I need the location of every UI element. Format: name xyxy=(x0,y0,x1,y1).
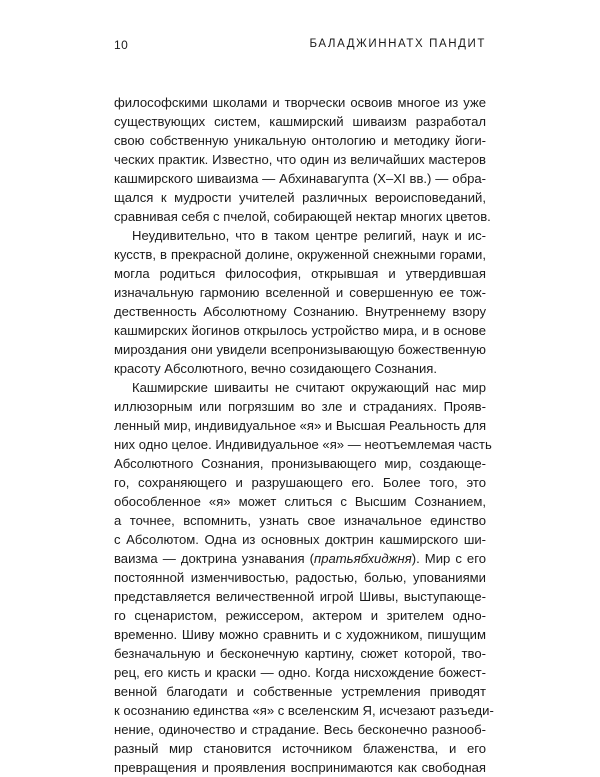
text-line: обособленное «я» может слиться с Высшим Сознанием, xyxy=(114,494,486,509)
body-text xyxy=(114,93,494,777)
text-line: философскими школами и творчески освоив многое из уже xyxy=(114,95,486,110)
text-line: рец, его кисть и краски — одно. Когда нисхождение божест- xyxy=(114,665,486,680)
text-line: существующих систем, кашмирский шиваизм разработал xyxy=(114,114,486,129)
text-line: иллюзорным или погрязшим во зле и страданиях. Прояв- xyxy=(114,399,486,414)
text-line: разный мир становится источником блаженства, и его xyxy=(114,741,486,756)
emphasized-term: пратьябхиджня xyxy=(314,551,412,566)
text-line: представляется величественной игрой Шивы, выступающе- xyxy=(114,589,486,604)
text-line: го, сохраняющего и разрушающего его. Более того, это xyxy=(114,475,486,490)
text-line: к осознанию единства «я» с вселенским Я, исчезают разъеди- xyxy=(114,703,494,718)
running-head: БАЛАДЖИННАТХ ПАНДИТ xyxy=(309,38,486,50)
text-line: постоянной изменчивостью, радостью, болью, упованиями xyxy=(114,570,486,585)
text-line: венной благодати и собственные устремления приводят xyxy=(114,684,486,699)
text-line: ленный мир, индивидуальное «я» и Высшая Реальность для xyxy=(114,418,487,433)
page-header xyxy=(114,38,486,58)
page-number: 10 xyxy=(114,38,129,52)
text-line: свою собственную уникальную онтологию и методику йоги- xyxy=(114,133,486,148)
text-line: изначальную гармонию вселенной и совершенную ее тож- xyxy=(114,285,486,300)
text-line: го сценаристом, режиссером, актером и зрителем одно- xyxy=(114,608,486,623)
text-line: Неудивительно, что в таком центре религий, наук и ис- xyxy=(132,228,486,243)
text-line: превращения и проявления воспринимаются как свободная xyxy=(114,760,486,775)
text-fragment: ваизма — доктрина узнавания ( xyxy=(114,551,314,566)
text-line: мироздания они увидели всепронизывающую божественную xyxy=(114,342,486,357)
text-line: временно. Шиву можно сравнить и с художником, пишущим xyxy=(114,627,486,642)
text-line: кашмирского шиваизма — Абхинавагупта (X–XI вв.) — обра- xyxy=(114,171,486,186)
text-line: Абсолютного Сознания, пронизывающего мир, создающе- xyxy=(114,456,486,471)
text-line: а точнее, вспомнить, узнать свое изначальное единство xyxy=(114,513,486,528)
text-line: дественность Абсолютному Сознанию. Внутреннему взору xyxy=(114,304,486,319)
text-line: нение, одиночество и страдание. Весь бесконечно разнооб- xyxy=(114,722,486,737)
text-line: кашмирских йогинов открылось устройство мира, и в основе xyxy=(114,323,486,338)
text-line: ческих практик. Известно, что один из величайших мастеров xyxy=(114,152,486,167)
text-line: них одно целое. Индивидуальное «я» — неотъемлемая часть xyxy=(114,437,492,452)
text-line: сравнивая себя с пчелой, собирающей нектар многих цветов. xyxy=(114,209,491,224)
text-line: могла родиться философия, открывшая и утвердившая xyxy=(114,266,486,281)
text-line: Кашмирские шиваиты не считают окружающий нас мир xyxy=(132,380,486,395)
text-fragment: ). Мир с его xyxy=(411,551,486,566)
text-line: безначальную и бесконечную картину, сюжет которой, тво- xyxy=(114,646,486,661)
text-line: кусств, в прекрасной долине, окруженной снежными горами, xyxy=(114,247,486,262)
text-line: с Абсолютом. Одна из основных доктрин кашмирского ши- xyxy=(114,532,486,547)
text-line xyxy=(114,549,486,568)
text-line: красоту Абсолютного, вечно созидающего Сознания. xyxy=(114,361,438,376)
text-line: щался к мудрости учителей различных вероисповеданий, xyxy=(114,190,486,205)
